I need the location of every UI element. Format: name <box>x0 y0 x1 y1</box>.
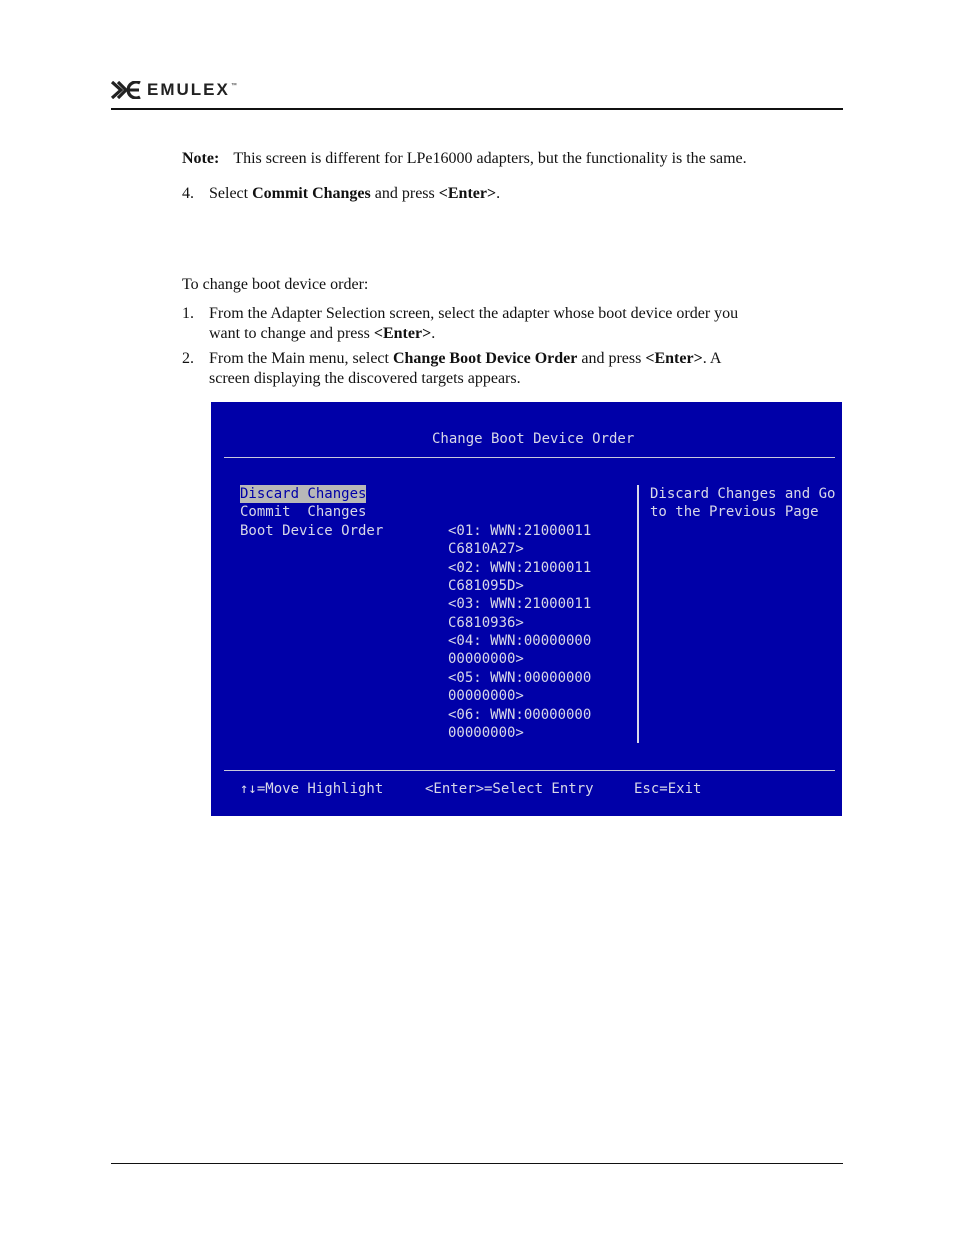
footer-exit: Esc=Exit <box>634 781 702 797</box>
procedure-intro: To change boot device order: <box>182 276 369 293</box>
enter-key-label: <Enter> <box>438 185 497 202</box>
step-4-text-mid: and press <box>370 185 439 202</box>
step-2-text-mid: and press <box>577 350 646 367</box>
boot-target-01[interactable]: <01: WWN:21000011 <box>448 523 592 539</box>
commit-changes-label: Commit Changes <box>252 185 371 202</box>
footer-rule <box>111 1163 843 1164</box>
bios-title: Change Boot Device Order <box>432 431 635 447</box>
step-2-text: From the Main menu, select <box>209 350 393 367</box>
emulex-mark-icon <box>111 81 141 99</box>
bios-screenshot <box>211 402 842 816</box>
change-boot-device-order-label: Change Boot Device Order <box>392 350 578 367</box>
step-1-number: 1. <box>182 305 194 322</box>
step-1-line-2-end: . <box>431 325 436 342</box>
enter-key-label: <Enter> <box>645 350 703 367</box>
step-4-text: Select <box>209 185 253 202</box>
logo-wordmark: EMULEX <box>147 80 230 99</box>
boot-target-01-cont: C6810A27> <box>448 541 524 557</box>
step-2 <box>182 349 721 369</box>
step-1-continuation <box>209 324 435 344</box>
note-label: Note: <box>182 150 220 167</box>
help-text-line-1: Discard Changes and Go <box>650 486 836 502</box>
header-rule <box>111 108 843 110</box>
menu-item-discard-changes[interactable]: Discard Changes <box>240 486 367 502</box>
boot-target-06[interactable]: <06: WWN:00000000 <box>448 707 592 723</box>
footer-move-highlight: ↑↓=Move Highlight <box>240 781 384 797</box>
menu-item-commit-changes[interactable]: Commit Changes <box>240 504 367 520</box>
footer-select-entry: <Enter>=Select Entry <box>425 781 594 797</box>
logo-trademark: ™ <box>230 83 237 89</box>
step-1-line-1: From the Adapter Selection screen, select the adapter whose boot device order you <box>209 305 739 322</box>
help-divider <box>637 485 639 743</box>
boot-target-04-cont: 00000000> <box>448 651 524 667</box>
note-paragraph <box>182 149 747 169</box>
step-2-text-end: . A <box>702 350 722 367</box>
boot-target-06-cont: 00000000> <box>448 725 524 741</box>
bios-footer-rule <box>224 770 835 771</box>
emulex-logo <box>111 79 237 101</box>
boot-target-02[interactable]: <02: WWN:21000011 <box>448 560 592 576</box>
boot-target-05-cont: 00000000> <box>448 688 524 704</box>
boot-target-02-cont: C681095D> <box>448 578 524 594</box>
enter-key-label: <Enter> <box>373 325 432 342</box>
help-text-line-2: to the Previous Page <box>650 504 819 520</box>
boot-target-05[interactable]: <05: WWN:00000000 <box>448 670 592 686</box>
bios-title-rule <box>224 457 835 458</box>
boot-target-04[interactable]: <04: WWN:00000000 <box>448 633 592 649</box>
step-1-line-2: want to change and press <box>209 325 374 342</box>
step-4 <box>182 184 500 204</box>
step-2-number: 2. <box>182 350 194 367</box>
step-4-number: 4. <box>182 185 194 202</box>
menu-item-boot-device-order[interactable]: Boot Device Order <box>240 523 384 539</box>
note-text: This screen is different for LPe16000 adapters, but the functionality is the same. <box>233 150 747 167</box>
boot-target-03-cont: C6810936> <box>448 615 524 631</box>
step-1 <box>182 304 738 324</box>
boot-target-03[interactable]: <03: WWN:21000011 <box>448 596 592 612</box>
step-4-text-end: . <box>496 185 501 202</box>
step-2-continuation: screen displaying the discovered targets appears. <box>209 370 521 387</box>
